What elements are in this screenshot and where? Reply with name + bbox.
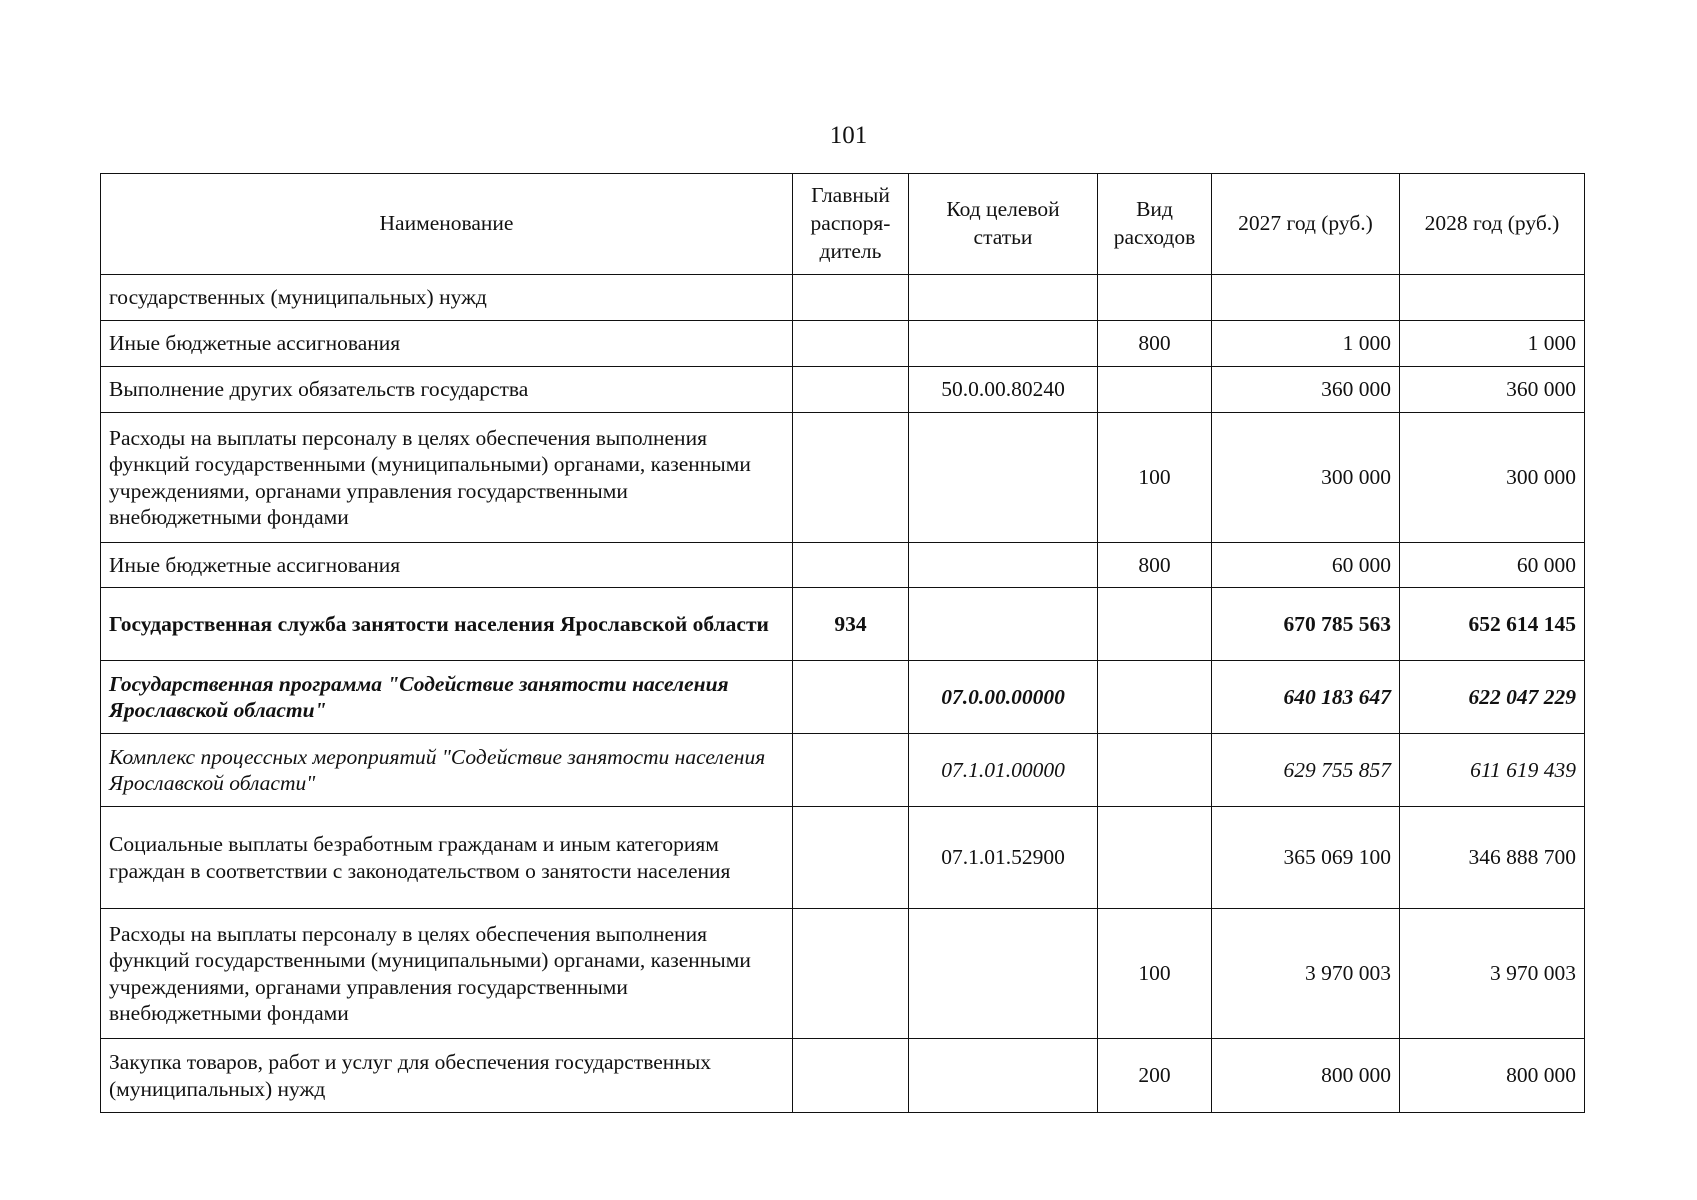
table-row xyxy=(101,807,1585,909)
header-main-manager: Главный распоря-дитель xyxy=(793,174,909,275)
row-2028: 622 047 229 xyxy=(1400,661,1585,734)
row-code: 07.1.01.00000 xyxy=(909,734,1098,807)
table-row xyxy=(101,588,1585,661)
table-row xyxy=(101,275,1585,321)
row-type xyxy=(1098,661,1212,734)
row-manager: 934 xyxy=(793,588,909,661)
row-type: 100 xyxy=(1098,909,1212,1039)
row-type xyxy=(1098,367,1212,413)
row-type: 800 xyxy=(1098,543,1212,588)
row-type xyxy=(1098,275,1212,321)
row-name: Выполнение других обязательств государства xyxy=(101,367,793,413)
row-code: 07.1.01.52900 xyxy=(909,807,1098,909)
row-type xyxy=(1098,588,1212,661)
row-name: Государственная программа "Содействие занятости населения Ярославской области" xyxy=(101,661,793,734)
row-2027: 3 970 003 xyxy=(1212,909,1400,1039)
table-row xyxy=(101,543,1585,588)
header-2027: 2027 год (руб.) xyxy=(1212,174,1400,275)
row-manager xyxy=(793,413,909,543)
row-code xyxy=(909,321,1098,367)
row-code xyxy=(909,588,1098,661)
table-row xyxy=(101,413,1585,543)
row-type: 800 xyxy=(1098,321,1212,367)
header-2028: 2028 год (руб.) xyxy=(1400,174,1585,275)
row-manager xyxy=(793,807,909,909)
row-2028: 1 000 xyxy=(1400,321,1585,367)
row-code: 50.0.00.80240 xyxy=(909,367,1098,413)
row-manager xyxy=(793,1039,909,1113)
row-name: Иные бюджетные ассигнования xyxy=(101,543,793,588)
row-2028 xyxy=(1400,275,1585,321)
table-row xyxy=(101,321,1585,367)
row-2027: 365 069 100 xyxy=(1212,807,1400,909)
row-2028: 3 970 003 xyxy=(1400,909,1585,1039)
row-2027: 670 785 563 xyxy=(1212,588,1400,661)
table-row xyxy=(101,734,1585,807)
row-code xyxy=(909,1039,1098,1113)
row-2028: 300 000 xyxy=(1400,413,1585,543)
row-2027: 60 000 xyxy=(1212,543,1400,588)
row-name: Закупка товаров, работ и услуг для обеспечения государственных (муниципальных) нужд xyxy=(101,1039,793,1113)
row-2027 xyxy=(1212,275,1400,321)
row-manager xyxy=(793,909,909,1039)
row-manager xyxy=(793,734,909,807)
row-type: 100 xyxy=(1098,413,1212,543)
header-name: Наименование xyxy=(101,174,793,275)
row-code: 07.0.00.00000 xyxy=(909,661,1098,734)
budget-table xyxy=(100,173,1585,1113)
row-code xyxy=(909,543,1098,588)
header-target-code: Код целевой статьи xyxy=(909,174,1098,275)
row-type: 200 xyxy=(1098,1039,1212,1113)
row-code xyxy=(909,909,1098,1039)
row-name: Государственная служба занятости населения Ярославской области xyxy=(101,588,793,661)
table-header-row xyxy=(101,174,1585,275)
table-row xyxy=(101,367,1585,413)
row-name: Комплекс процессных мероприятий "Содействие занятости населения Ярославской области" xyxy=(101,734,793,807)
row-2028: 800 000 xyxy=(1400,1039,1585,1113)
row-2027: 800 000 xyxy=(1212,1039,1400,1113)
row-2028: 611 619 439 xyxy=(1400,734,1585,807)
header-expense-type: Вид расходов xyxy=(1098,174,1212,275)
row-manager xyxy=(793,367,909,413)
table-row xyxy=(101,909,1585,1039)
row-manager xyxy=(793,275,909,321)
row-2028: 60 000 xyxy=(1400,543,1585,588)
row-name: Иные бюджетные ассигнования xyxy=(101,321,793,367)
row-type xyxy=(1098,807,1212,909)
row-2027: 629 755 857 xyxy=(1212,734,1400,807)
row-manager xyxy=(793,321,909,367)
row-name: государственных (муниципальных) нужд xyxy=(101,275,793,321)
row-name: Социальные выплаты безработным гражданам и иным категориям граждан в соответствии с законодательством о занятости населения xyxy=(101,807,793,909)
row-name: Расходы на выплаты персоналу в целях обеспечения выполнения функций государственными (муниципальными) органами, казенными учреждениями, органами управления государственными внебюджетными фондами xyxy=(101,909,793,1039)
row-2027: 300 000 xyxy=(1212,413,1400,543)
row-manager xyxy=(793,661,909,734)
row-2027: 360 000 xyxy=(1212,367,1400,413)
row-2028: 360 000 xyxy=(1400,367,1585,413)
row-2027: 1 000 xyxy=(1212,321,1400,367)
row-manager xyxy=(793,543,909,588)
table-row xyxy=(101,661,1585,734)
page-number: 101 xyxy=(829,122,868,149)
row-code xyxy=(909,275,1098,321)
row-code xyxy=(909,413,1098,543)
row-name: Расходы на выплаты персоналу в целях обеспечения выполнения функций государственными (муниципальными) органами, казенными учреждениями, органами управления государственными внебюджетными фондами xyxy=(101,413,793,543)
table-row xyxy=(101,1039,1585,1113)
row-type xyxy=(1098,734,1212,807)
row-2028: 652 614 145 xyxy=(1400,588,1585,661)
row-2027: 640 183 647 xyxy=(1212,661,1400,734)
row-2028: 346 888 700 xyxy=(1400,807,1585,909)
